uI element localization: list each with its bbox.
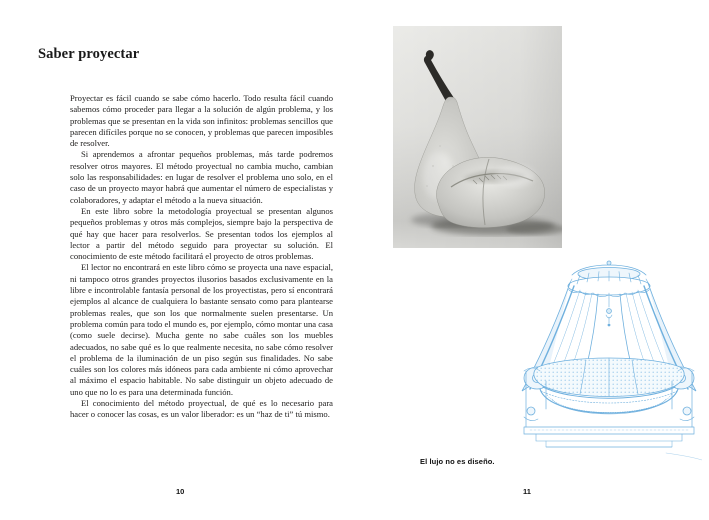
page-title: Saber proyectar xyxy=(38,45,140,62)
paragraph: El conocimiento del método proyectual, de qué es lo necesario para hacer o conocer las cosas, es un valor liberador: es un “haz de ti” tú mismo. xyxy=(70,398,333,420)
still-life-image xyxy=(393,26,562,248)
canopy-bed-drawing xyxy=(516,259,702,462)
paragraph: Si aprendemos a afrontar pequeños problemas, más tarde podremos resolver otros mayores. El método proyectual no cambia mucho, cambian solo las responsabilidades: en lugar de resolver el problema uno solo, en el caso de un proyecto mayor habrá que aumentar el número de especialistas y colaboradores, y adaptar el método a la nueva situación. xyxy=(70,149,333,205)
page-number-right: 11 xyxy=(523,487,531,496)
page-number-left: 10 xyxy=(176,487,185,496)
canopy-bed-illustration xyxy=(516,259,702,462)
paragraph: El lector no encontrará en este libro cómo se proyecta una nave espacial, ni tampoco otros grandes proyectos ilusorios basados exclusivamente en la libre e incontrolable fantasía personal de los proyectistas, pero sí encontrará ejemplos al alcance de cualquiera lo bastante sensato como para plantearse problemas reales, que son los que normalmente suelen presentarse. Un problema común para todo el mundo es, por ejemplo, cómo montar una casa (como suele decirse). Mucha gente no sabe cuáles son los muebles adecuados, no sabe qué es lo que realmente necesita, no sabe cómo resolver el problema de la iluminación de un piso según sus finalidades. No sabe cuáles son los colores más idóneos para cada ambiente ni cómo aprovechar al máximo el espacio habitable. No sabe distinguir un objeto adecuado de uno que no lo es para una determinada función. xyxy=(70,262,333,397)
pear-and-bread-photo xyxy=(393,26,562,248)
paragraph: Proyectar es fácil cuando se sabe cómo hacerlo. Todo resulta fácil cuando sabemos cómo proceder para llegar a la solución de algún problema, y los problemas que se presentan en la vida son infinitos: problemas sencillos que parecen difíciles porque no se conocen, y problemas que parecen imposibles de resolver. xyxy=(70,93,333,149)
body-text-block xyxy=(70,93,333,421)
figure-caption: El lujo no es diseño. xyxy=(420,457,495,466)
paragraph: En este libro sobre la metodología proyectual se presentan algunos pequeños problemas y otros más complejos, siempre bajo la perspectiva de qué hay que hacer para resolverlos. Se presentan todos los ejemplos al lector a partir del método seguido para proyectar su solución. El conocimiento de este método facilitará el proyecto de otros problemas. xyxy=(70,205,333,262)
